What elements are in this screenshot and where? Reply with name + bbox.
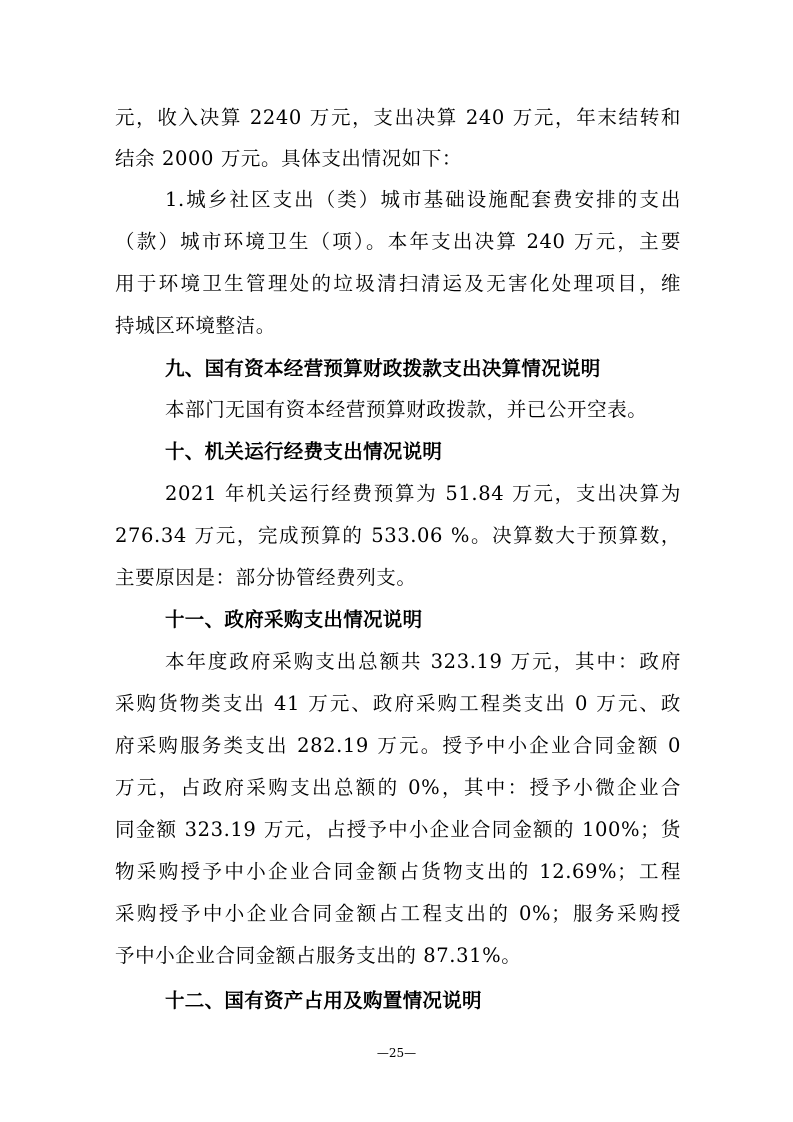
paragraph-line: 同金额 323.19 万元，占授予中小企业合同金额的 100%；货 [115,818,681,841]
paragraph-line: 元，收入决算 2240 万元，支出决算 240 万元，年末结转和 [115,106,681,129]
paragraph-line: 276.34 万元，完成预算的 533.06 %。决算数大于预算数， [115,524,681,547]
paragraph-line: 采购货物类支出 41 万元、政府采购工程类支出 0 万元、政 [115,692,681,715]
paragraph-line: 物采购授予中小企业合同金额占货物支出的 12.69%；工程 [115,860,681,883]
paragraph-line: 本部门无国有资本经营预算财政拨款，并已公开空表。 [165,398,648,421]
page-number: —25— [376,1046,417,1060]
paragraph-line: 结余 2000 万元。具体支出情况如下： [115,147,463,170]
paragraph-line: 万元，占政府采购支出总额的 0%，其中：授予小微企业合 [115,776,681,799]
section-heading-12: 十二、国有资产占用及购置情况说明 [165,989,482,1012]
paragraph-line: 予中小企业合同金额占服务支出的 87.31%。 [115,944,522,967]
paragraph-line: （款）城市环境卫生（项）。本年支出决算 240 万元，主要 [115,230,681,253]
section-heading-9: 九、国有资本经营预算财政拨款支出决算情况说明 [165,357,601,380]
paragraph-line: 2021 年机关运行经费预算为 51.84 万元，支出决算为 [165,482,681,505]
section-heading-10: 十、机关运行经费支出情况说明 [165,440,443,463]
paragraph-line: 持城区环境整洁。 [115,314,276,337]
paragraph-line: 主要原因是：部分协管经费列支。 [115,566,417,589]
paragraph-line: 府采购服务类支出 282.19 万元。授予中小企业合同金额 0 [115,734,681,757]
paragraph-line: 本年度政府采购支出总额共 323.19 万元，其中：政府 [165,650,681,673]
paragraph-line: 采购授予中小企业合同金额占工程支出的 0%；服务采购授 [115,902,681,925]
paragraph-line: 1.城乡社区支出（类）城市基础设施配套费安排的支出 [165,188,681,211]
paragraph-line: 用于环境卫生管理处的垃圾清扫清运及无害化处理项目，维 [115,272,681,295]
section-heading-11: 十一、政府采购支出情况说明 [165,608,423,631]
